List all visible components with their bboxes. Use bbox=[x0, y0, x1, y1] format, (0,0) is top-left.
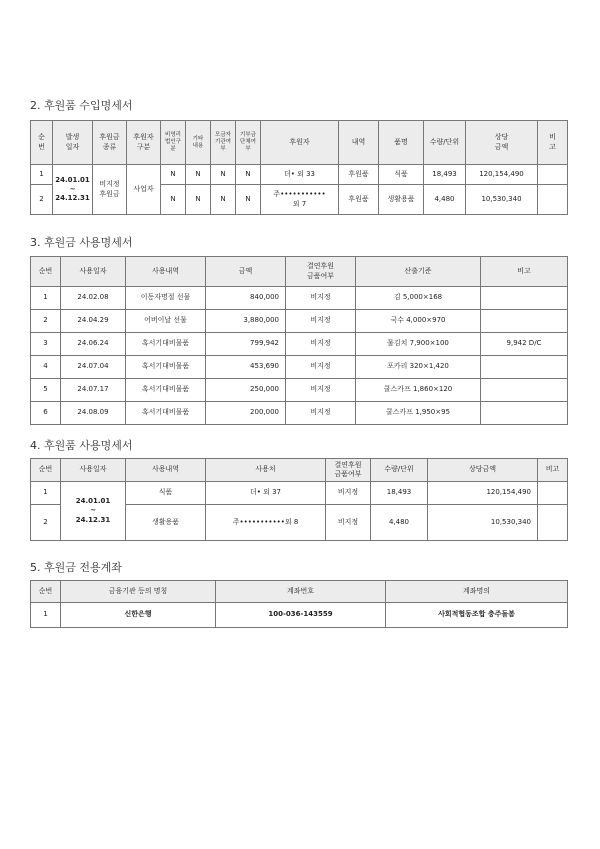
cell-seq: 3 bbox=[31, 333, 61, 356]
table-row bbox=[31, 402, 568, 425]
col-detail: 내역 bbox=[339, 121, 379, 165]
cell-seq: 1 bbox=[31, 287, 61, 310]
cell-detail: 혹서기대비물품 bbox=[126, 333, 206, 356]
cell-detail: 혹서기대비물품 bbox=[126, 379, 206, 402]
col-detail: 사용내역 bbox=[126, 257, 206, 287]
table-header-row bbox=[31, 459, 568, 482]
col-designation: 결연후원 금품여부 bbox=[326, 459, 371, 482]
cell-seq: 1 bbox=[31, 482, 61, 505]
cell-designation: 비지정 bbox=[326, 482, 371, 505]
cell-note bbox=[538, 505, 568, 541]
cell-note bbox=[538, 185, 568, 215]
table-header-row bbox=[31, 257, 568, 287]
cell-account: 100-036-143559 bbox=[216, 603, 386, 628]
cell-basis: 물김치 7,900×100 bbox=[356, 333, 481, 356]
cell-note bbox=[481, 287, 568, 310]
cell-note bbox=[538, 165, 568, 185]
cell-detail: 혹서기대비물품 bbox=[126, 402, 206, 425]
col-seq: 순번 bbox=[31, 459, 61, 482]
col-value: 상당금액 bbox=[428, 459, 538, 482]
cell-seq: 2 bbox=[31, 185, 53, 215]
cell-fundraise: N bbox=[211, 185, 236, 215]
table-row bbox=[31, 333, 568, 356]
col-holder: 계좌명의 bbox=[386, 581, 568, 603]
cell-other: N bbox=[186, 185, 211, 215]
cell-amount: 799,942 bbox=[206, 333, 286, 356]
cell-note: 9,942 D/C bbox=[481, 333, 568, 356]
cell-designation: 비지정 bbox=[326, 505, 371, 541]
cell-amount: 840,000 bbox=[206, 287, 286, 310]
donation-usage-table bbox=[30, 256, 568, 425]
cell-disclose: N bbox=[236, 165, 261, 185]
cell-detail: 후원품 bbox=[339, 185, 379, 215]
cell-designation: 비지정 bbox=[286, 333, 356, 356]
col-detail: 사용내역 bbox=[126, 459, 206, 482]
table-header-row bbox=[31, 581, 568, 603]
table-row bbox=[31, 287, 568, 310]
cell-amount: 453,690 bbox=[206, 356, 286, 379]
cell-value: 10,530,340 bbox=[466, 185, 538, 215]
col-note: 비고 bbox=[538, 459, 568, 482]
cell-note bbox=[538, 482, 568, 505]
cell-date: 24.07.04 bbox=[61, 356, 126, 379]
cell-type: 비지정 후원금 bbox=[93, 165, 127, 215]
col-donor-cat: 후원자 구분 bbox=[127, 121, 161, 165]
cell-place: 더• 외 37 bbox=[206, 482, 326, 505]
col-nonprofit: 비영리 법인구 분 bbox=[161, 121, 186, 165]
cell-date-range: 24.01.01 ~ 24.12.31 bbox=[61, 482, 126, 541]
cell-designation: 비지정 bbox=[286, 379, 356, 402]
col-basis: 산출기준 bbox=[356, 257, 481, 287]
cell-basis: 포카리 320×1,420 bbox=[356, 356, 481, 379]
section5-title: 5. 후원금 전용계좌 bbox=[30, 561, 122, 574]
cell-qty: 4,480 bbox=[371, 505, 428, 541]
cell-date-range: 24.01.01 ~ 24.12.31 bbox=[53, 165, 93, 215]
dedicated-account-table bbox=[30, 580, 568, 628]
col-seq: 순 번 bbox=[31, 121, 53, 165]
cell-amount: 200,000 bbox=[206, 402, 286, 425]
cell-basis: 쿨스카프 1,860×120 bbox=[356, 379, 481, 402]
cell-qty: 4,480 bbox=[424, 185, 466, 215]
table-row bbox=[31, 482, 568, 505]
cell-place: 주•••••••••••외 8 bbox=[206, 505, 326, 541]
col-date: 사용일자 bbox=[61, 459, 126, 482]
cell-qty: 18,493 bbox=[424, 165, 466, 185]
col-qty: 수량/단위 bbox=[371, 459, 428, 482]
col-qty: 수량/단위 bbox=[424, 121, 466, 165]
cell-value: 120,154,490 bbox=[466, 165, 538, 185]
table-row bbox=[31, 379, 568, 402]
cell-detail: 이동자명절 선물 bbox=[126, 287, 206, 310]
cell-bank: 신한은행 bbox=[61, 603, 216, 628]
col-date: 발생 일자 bbox=[53, 121, 93, 165]
col-place: 사용처 bbox=[206, 459, 326, 482]
col-seq: 순번 bbox=[31, 257, 61, 287]
cell-seq: 6 bbox=[31, 402, 61, 425]
cell-other: N bbox=[186, 165, 211, 185]
cell-seq: 4 bbox=[31, 356, 61, 379]
cell-date: 24.06.24 bbox=[61, 333, 126, 356]
col-bank: 금융기관 등의 명칭 bbox=[61, 581, 216, 603]
cell-donor-cat: 사업자 bbox=[127, 165, 161, 215]
cell-seq: 2 bbox=[31, 310, 61, 333]
table-row bbox=[31, 310, 568, 333]
cell-amount: 250,000 bbox=[206, 379, 286, 402]
cell-disclose: N bbox=[236, 185, 261, 215]
cell-nonprofit: N bbox=[161, 185, 186, 215]
cell-note bbox=[481, 310, 568, 333]
cell-date: 24.07.17 bbox=[61, 379, 126, 402]
cell-fundraise: N bbox=[211, 165, 236, 185]
col-note: 비 고 bbox=[538, 121, 568, 165]
col-donor: 후원자 bbox=[261, 121, 339, 165]
cell-donor: 주••••••••••• 외 7 bbox=[261, 185, 339, 215]
section4-title: 4. 후원품 사용명세서 bbox=[30, 439, 133, 452]
cell-value: 10,530,340 bbox=[428, 505, 538, 541]
cell-designation: 비지정 bbox=[286, 310, 356, 333]
cell-note bbox=[481, 402, 568, 425]
cell-date: 24.02.08 bbox=[61, 287, 126, 310]
cell-detail: 식품 bbox=[126, 482, 206, 505]
col-other: 기타 내용 bbox=[186, 121, 211, 165]
col-seq: 순번 bbox=[31, 581, 61, 603]
col-value: 상당 금액 bbox=[466, 121, 538, 165]
cell-basis: 쿨스카프 1,950×95 bbox=[356, 402, 481, 425]
donation-goods-income-table bbox=[30, 120, 568, 215]
cell-item: 식품 bbox=[379, 165, 424, 185]
cell-basis: 국수 4,000×970 bbox=[356, 310, 481, 333]
goods-usage-table bbox=[30, 458, 568, 541]
cell-nonprofit: N bbox=[161, 165, 186, 185]
cell-date: 24.08.09 bbox=[61, 402, 126, 425]
section2-title: 2. 후원품 수입명세서 bbox=[30, 99, 133, 112]
cell-basis: 김 5,000×168 bbox=[356, 287, 481, 310]
cell-value: 120,154,490 bbox=[428, 482, 538, 505]
cell-date: 24.04.29 bbox=[61, 310, 126, 333]
cell-note bbox=[481, 379, 568, 402]
cell-item: 생활용품 bbox=[379, 185, 424, 215]
cell-donor: 더• 외 33 bbox=[261, 165, 339, 185]
cell-designation: 비지정 bbox=[286, 402, 356, 425]
cell-seq: 5 bbox=[31, 379, 61, 402]
table-row bbox=[31, 356, 568, 379]
cell-detail: 어버이날 선물 bbox=[126, 310, 206, 333]
col-date: 사용일자 bbox=[61, 257, 126, 287]
table-row bbox=[31, 165, 568, 185]
cell-detail: 혹서기대비물품 bbox=[126, 356, 206, 379]
cell-holder: 사회적협동조합 충주돌봄 bbox=[386, 603, 568, 628]
col-account: 계좌번호 bbox=[216, 581, 386, 603]
cell-note bbox=[481, 356, 568, 379]
col-disclose: 기부금 단체여 부 bbox=[236, 121, 261, 165]
section3-title: 3. 후원금 사용명세서 bbox=[30, 236, 133, 249]
col-fundraise: 모금자 기관여 부 bbox=[211, 121, 236, 165]
cell-seq: 1 bbox=[31, 603, 61, 628]
cell-detail: 후원품 bbox=[339, 165, 379, 185]
cell-designation: 비지정 bbox=[286, 356, 356, 379]
cell-amount: 3,880,000 bbox=[206, 310, 286, 333]
table-header-row bbox=[31, 121, 568, 165]
col-note: 비고 bbox=[481, 257, 568, 287]
cell-seq: 2 bbox=[31, 505, 61, 541]
cell-qty: 18,493 bbox=[371, 482, 428, 505]
table-row bbox=[31, 603, 568, 628]
cell-detail: 생활용품 bbox=[126, 505, 206, 541]
col-item: 품명 bbox=[379, 121, 424, 165]
col-designation: 결연후원 금품여부 bbox=[286, 257, 356, 287]
col-type: 후원금 종류 bbox=[93, 121, 127, 165]
cell-designation: 비지정 bbox=[286, 287, 356, 310]
col-amount: 금액 bbox=[206, 257, 286, 287]
cell-seq: 1 bbox=[31, 165, 53, 185]
